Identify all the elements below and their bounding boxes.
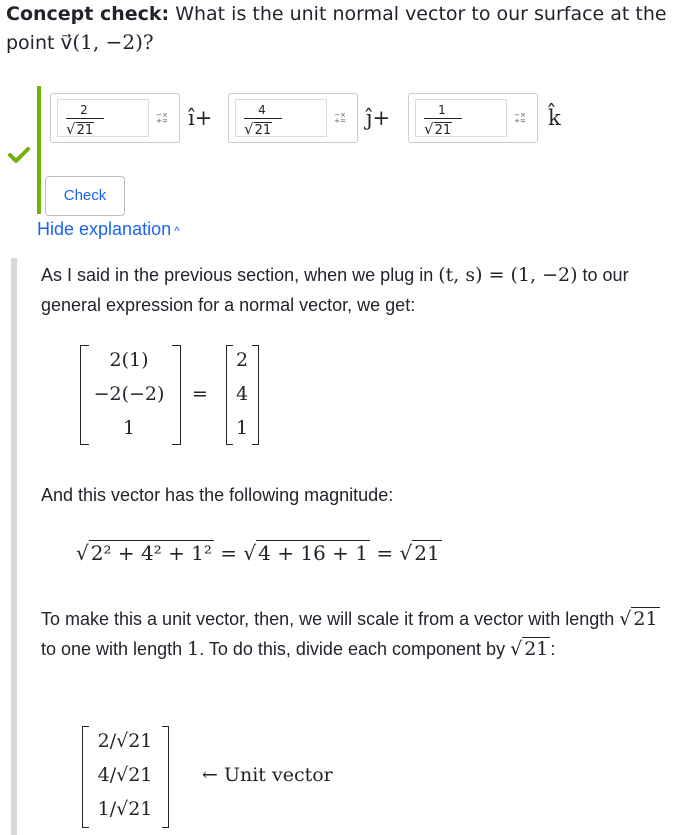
question-label: Concept check bbox=[6, 3, 162, 25]
numerator: 4 bbox=[258, 103, 266, 117]
answer-input-k[interactable] bbox=[408, 93, 538, 143]
question-text: What is the unit normal vector to our surface at the point bbox=[6, 3, 667, 54]
unit-vector-label: ← Unit vector bbox=[202, 764, 333, 786]
matrix-cell: 4 bbox=[235, 383, 249, 405]
denominator: √21 bbox=[244, 120, 272, 138]
numerator: 1 bbox=[438, 103, 446, 117]
unit-k: k̂ bbox=[548, 106, 561, 130]
matrix-cell: 2/√21 bbox=[97, 730, 153, 752]
fraction-field[interactable] bbox=[235, 99, 327, 137]
matrix-cell: 1/√21 bbox=[97, 798, 153, 820]
denominator: √21 bbox=[66, 120, 94, 138]
explanation-paragraph-2: And this vector has the following magnitude: bbox=[41, 485, 394, 505]
unit-j: ĵ+ bbox=[366, 106, 391, 130]
fraction-field[interactable] bbox=[415, 99, 507, 137]
numerator: 2 bbox=[80, 103, 88, 117]
answer-status-bar bbox=[37, 86, 41, 214]
hide-explanation-label: Hide explanation bbox=[37, 219, 172, 239]
matrix-cell: 2(1) bbox=[109, 349, 149, 371]
explanation-paragraph-1: As I said in the previous section, when we plug in (t, s) = (1, −2) to our general expression for a normal vector, we get: bbox=[41, 264, 629, 315]
hide-explanation-link[interactable] bbox=[37, 219, 180, 240]
matrix-cell: 1 bbox=[235, 417, 249, 439]
unit-vector-matrix bbox=[82, 726, 382, 830]
question-point: v⃗(1, −2)? bbox=[60, 30, 154, 54]
math-keypad-icon[interactable]: −× += bbox=[156, 111, 168, 125]
check-button[interactable]: Check bbox=[45, 176, 125, 216]
answer-input-i[interactable] bbox=[50, 93, 180, 143]
math-keypad-icon[interactable]: −× += bbox=[334, 111, 346, 125]
normal-vector-equation bbox=[80, 345, 280, 447]
magnitude-equation: √ 2² + 4² + 1² = √ 4 + 16 + 1 = √ 21 bbox=[76, 541, 440, 565]
unit-i: î+ bbox=[188, 106, 213, 130]
fraction-field[interactable] bbox=[57, 99, 149, 137]
param-point-math: (t, s) = (1, −2) bbox=[438, 264, 578, 286]
question-prompt: Concept check: What is the unit normal vector to our surface at the point v⃗(1, −2)? bbox=[6, 3, 667, 54]
explanation-border bbox=[11, 258, 17, 835]
chevron-up-icon: ^ bbox=[174, 224, 180, 238]
matrix-cell: 1 bbox=[122, 417, 136, 439]
matrix-cell: 2 bbox=[235, 349, 249, 371]
matrix-cell: −2(−2) bbox=[93, 383, 165, 405]
explanation-paragraph-3: To make this a unit vector, then, we will scale it from a vector with length √ 21 to one with length 1. To do this, divide each component by √ 21 : bbox=[41, 608, 658, 660]
matrix-cell: 4/√21 bbox=[97, 764, 153, 786]
answer-input-j[interactable] bbox=[228, 93, 358, 143]
correct-check-icon bbox=[8, 146, 30, 164]
denominator: √21 bbox=[424, 120, 452, 138]
math-keypad-icon[interactable]: −× += bbox=[514, 111, 526, 125]
equals-sign: = bbox=[192, 383, 208, 405]
